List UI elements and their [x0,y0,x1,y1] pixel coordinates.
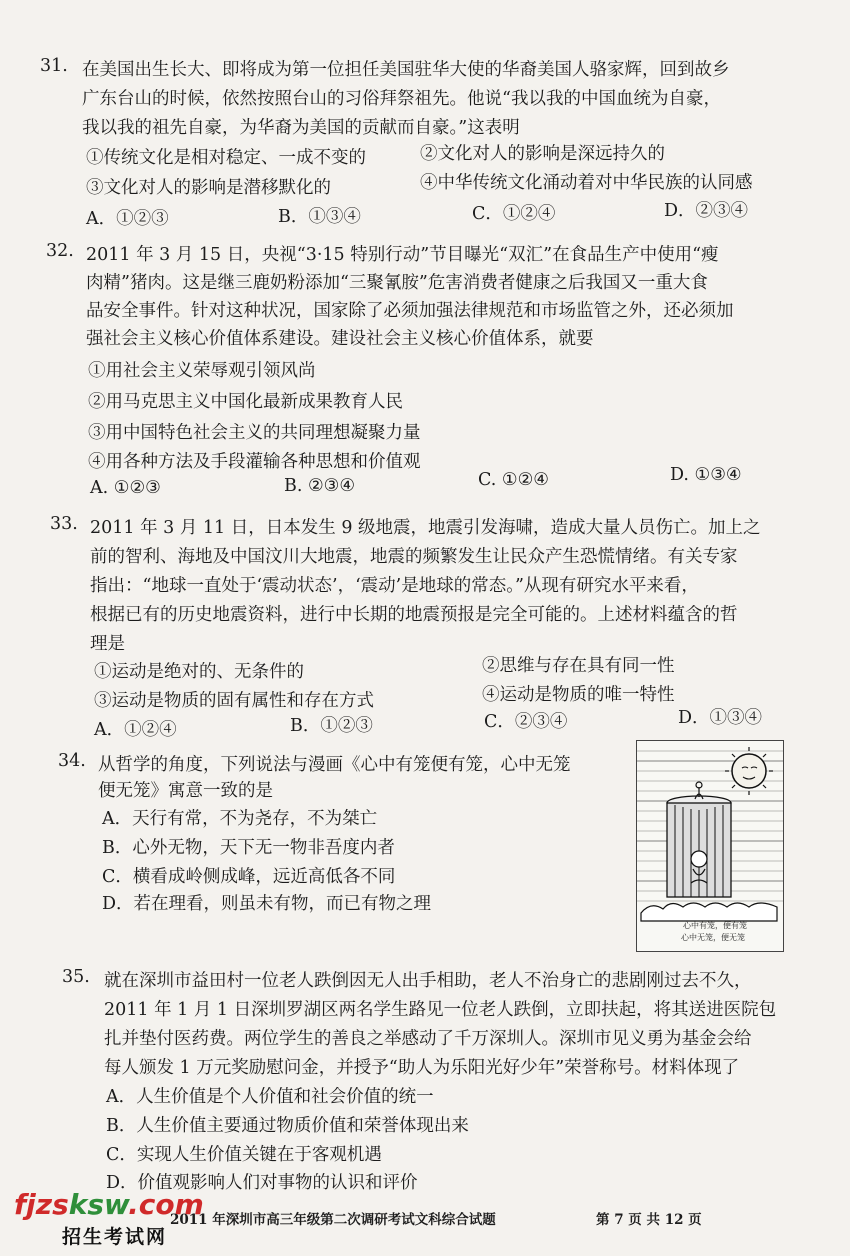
footer-title: 2011 年深圳市高三年级第二次调研考试文科综合试题 [170,1212,496,1228]
option-a: A. ①②③ [90,478,161,498]
option-c: C．①②④ [472,204,556,224]
question-text-line: 每人颁发 1 万元奖励慰问金，并授予“助人为乐阳光好少年”荣誉称号。材料体现了 [104,1058,740,1078]
question-text-line: 便无笼》寓意一致的是 [98,781,273,801]
question-number: 31. [40,56,68,76]
site-watermark-logo: fjzsksw.com [14,1188,204,1221]
option-b: B．①③④ [278,207,361,227]
option-d: D．价值观影响人们对事物的认识和评价 [106,1173,418,1193]
option-c: C．实现人生价值关键在于客观机遇 [106,1145,382,1165]
question-text-line: 强社会主义核心价值体系建设。建设社会主义核心价值体系，就要 [86,329,594,349]
statement: ②用马克思主义中国化最新成果教育人民 [88,392,403,412]
option-a: A．天行有常，不为尧存，不为桀亡 [102,809,378,829]
statement: ④中华传统文化涌动着对中华民族的认同感 [420,173,753,193]
statement: ②文化对人的影响是深远持久的 [420,144,665,164]
question-text-line: 肉精”猪肉。这是继三鹿奶粉添加“三聚氰胺”危害消费者健康之后我国又一重大食 [86,273,708,293]
cartoon-caption-1: 心中有笼，便有笼 [683,921,747,930]
statement: ④运动是物质的唯一特性 [482,685,675,705]
question-text-line: 2011 年 3 月 15 日，央视“3·15 特别行动”节目曝光“双汇”在食品生产中使用“瘦 [86,245,719,265]
question-text-line: 品安全事件。针对这种状况，国家除了必须加强法律规范和市场监管之外，还必须加 [86,301,734,321]
question-text-line: 根据已有的历史地震资料，进行中长期的地震预报是完全可能的。上述材料蕴含的哲 [90,605,738,625]
option-d: D. ①③④ [670,465,742,485]
question-text-line: 理是 [90,634,125,654]
question-text-line: 就在深圳市益田村一位老人跌倒因无人出手相助，老人不治身亡的悲剧刚过去不久， [104,971,752,991]
statement: ③文化对人的影响是潜移默化的 [86,178,331,198]
statement: ①用社会主义荣辱观引领风尚 [88,361,316,381]
cartoon-drawing [637,741,783,951]
question-number: 33. [50,514,78,534]
option-b: B. ②③④ [284,476,356,496]
question-text-line: 在美国出生长大、即将成为第一位担任美国驻华大使的华裔美国人骆家辉，回到故乡 [82,60,730,80]
statement: ③用中国特色社会主义的共同理想凝聚力量 [88,423,421,443]
question-number: 34. [58,751,86,771]
statement: ②思维与存在具有同一性 [482,656,675,676]
question-text-line: 从哲学的角度，下列说法与漫画《心中有笼便有笼，心中无笼 [98,755,571,775]
statement: ①传统文化是相对稳定、一成不变的 [86,148,366,168]
site-watermark-subtitle: 招生考试网 [62,1226,168,1248]
option-a: A．①②③ [86,209,169,229]
question-text-line: 指出：“地球一直处于‘震动状态’，‘震动’是地球的常态。”从现有研究水平来看， [90,576,699,596]
option-a: A．①②④ [94,720,177,740]
question-number: 35. [62,967,90,987]
option-c: C．②③④ [484,712,568,732]
option-b: B．①②③ [290,716,373,736]
statement: ①运动是绝对的、无条件的 [94,662,304,682]
cartoon-illustration [636,740,784,952]
option-c: C．横看成岭侧成峰，远近高低各不同 [102,867,396,887]
question-text-line: 前的智利、海地及中国汶川大地震，地震的频繁发生让民众产生恐慌情绪。有关专家 [90,547,738,567]
option-b: B．心外无物，天下无一物非吾度内者 [102,838,395,858]
footer-page-number: 第 7 页 共 12 页 [596,1212,702,1228]
statement: ④用各种方法及手段灌输各种思想和价值观 [88,452,421,472]
question-text-line: 我以我的祖先自豪，为华裔为美国的贡献而自豪。”这表明 [82,118,520,138]
cartoon-caption-2: 心中无笼，便无笼 [681,933,745,942]
question-number: 32. [46,241,74,261]
option-b: B．人生价值主要通过物质价值和荣誉体现出来 [106,1116,469,1136]
option-d: D．②③④ [664,201,749,221]
option-d: D．若在理看，则虽未有物，而已有物之理 [102,894,432,914]
sun-icon [725,747,773,795]
statement: ③运动是物质的固有属性和存在方式 [94,691,374,711]
option-a: A．人生价值是个人价值和社会价值的统一 [106,1087,434,1107]
question-text-line: 2011 年 3 月 11 日，日本发生 9 级地震，地震引发海啸，造成大量人员伤亡。加上之 [90,518,761,538]
question-text-line: 扎并垫付医药费。两位学生的善良之举感动了千万深圳人。深圳市见义勇为基金会给 [104,1029,752,1049]
question-text-line: 广东台山的时候，依然按照台山的习俗拜祭祖先。他说“我以我的中国血统为自豪， [82,89,721,109]
question-text-line: 2011 年 1 月 1 日深圳罗湖区两名学生路见一位老人跌倒，立即扶起，将其送进医院包 [104,1000,777,1020]
option-d: D．①③④ [678,708,763,728]
option-c: C. ①②④ [478,470,549,490]
